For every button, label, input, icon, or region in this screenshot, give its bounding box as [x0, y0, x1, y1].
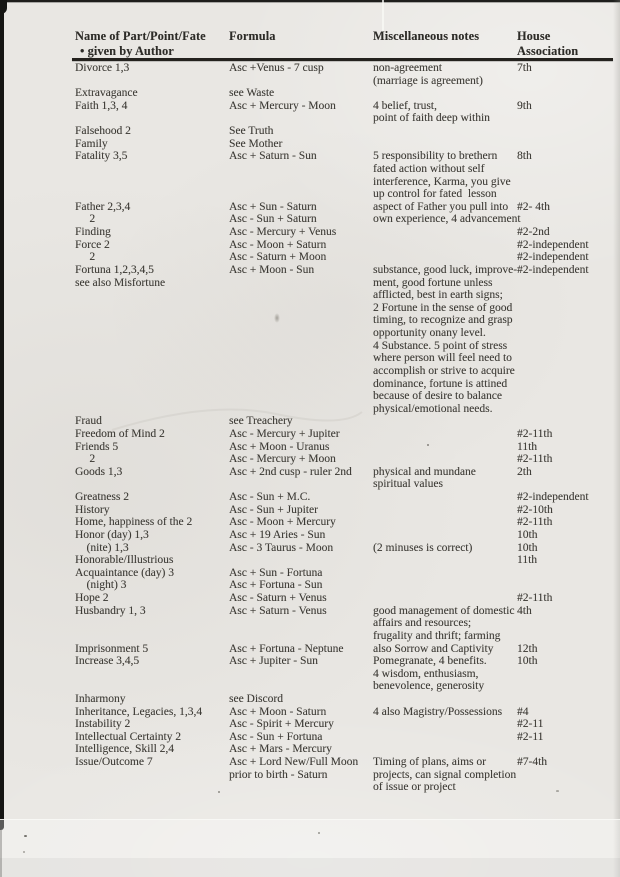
cell-name: (night) 3 — [75, 579, 127, 592]
table-row — [0, 264, 620, 277]
table-row — [0, 87, 620, 100]
cell-formula: Asc + Sun - Fortuna — [229, 566, 323, 579]
cell-name: Increase 3,4,5 — [75, 655, 140, 668]
cell-notes: aspect of Father you pull into — [373, 200, 509, 213]
cell-formula: Asc + Saturn - Sun — [229, 150, 317, 163]
cell-name: Finding — [75, 226, 111, 239]
cell-notes: dominance, fortune is attined — [373, 377, 508, 390]
cell-house: #7-4th — [517, 756, 548, 769]
cell-name: Extravagance — [75, 87, 138, 100]
cell-name: (nite) 1,3 — [75, 541, 129, 554]
cell-name: Issue/Outcome 7 — [75, 756, 153, 769]
table-row — [0, 390, 620, 403]
cell-formula: Asc + 2nd cusp - ruler 2nd — [229, 465, 352, 478]
cell-house: 11th — [517, 554, 538, 567]
table-row — [0, 327, 620, 340]
table-row — [0, 478, 620, 491]
cell-notes: up control for fated lesson — [373, 188, 497, 201]
cell-formula: See Truth — [229, 125, 274, 138]
cell-formula: Asc - Mercury + Jupiter — [229, 427, 340, 440]
cell-formula: Asc - Sun + Saturn — [229, 213, 317, 226]
cell-formula: Asc - Mercury + Moon — [229, 453, 336, 466]
cell-notes: affairs and resources; — [373, 617, 472, 630]
cell-notes: own experience, 4 advancement — [373, 213, 521, 226]
header-name-line1: Name of Part/Point/Fate — [75, 29, 206, 43]
paper-bottom-band — [0, 858, 620, 877]
cell-notes: of issue or project — [373, 781, 456, 794]
table-row — [0, 579, 620, 592]
header-rule — [72, 58, 613, 61]
cell-notes: afflicted, best in earth signs; — [373, 289, 503, 302]
table-row — [0, 743, 620, 756]
cell-house: #2-11 — [517, 718, 544, 731]
table-row — [0, 655, 620, 668]
table-row — [0, 441, 620, 454]
cell-house: #2-independent — [517, 491, 589, 504]
cell-notes: good management of domestic — [373, 604, 515, 617]
cell-formula: Asc + Sun - Saturn — [229, 200, 317, 213]
cell-formula: Asc - Sun + M.C. — [229, 491, 311, 504]
cell-formula: Asc - Saturn + Moon — [229, 251, 327, 264]
cell-house: 4th — [517, 604, 532, 617]
table-row — [0, 314, 620, 327]
table-row — [0, 554, 620, 567]
cell-notes: (2 minuses is correct) — [373, 541, 473, 554]
table-row — [0, 176, 620, 189]
cell-house: 9th — [517, 99, 532, 112]
cell-notes: where person will feel need to — [373, 352, 512, 365]
cell-house: #2-independent — [517, 238, 589, 251]
scan-speck — [318, 832, 320, 834]
cell-formula: Asc + Fortuna - Sun — [229, 579, 323, 592]
header-house-line1: House — [517, 29, 551, 43]
cell-house: #2-11th — [517, 453, 553, 466]
header-house-line2: Association — [517, 44, 579, 58]
cell-house: #2-11 — [517, 730, 544, 743]
cell-notes: Pomegranate, 4 benefits. — [373, 655, 487, 668]
cell-name: Fortuna 1,2,3,4,5 — [75, 263, 154, 276]
cell-name: 2 — [75, 213, 96, 226]
table-row — [0, 163, 620, 176]
table-row — [0, 302, 620, 315]
cell-notes: projects, can signal completion — [373, 768, 517, 781]
table-row — [0, 352, 620, 365]
cell-house: #2-11th — [517, 516, 553, 529]
cell-formula: Asc + Moon - Uranus — [229, 440, 330, 453]
table-row — [0, 138, 620, 151]
cell-house: #4 — [517, 705, 529, 718]
cell-house: #2-11th — [517, 427, 553, 440]
cell-notes: opportunity onany level. — [373, 327, 486, 340]
table-row — [0, 781, 620, 794]
cell-name: Inharmony — [75, 693, 126, 705]
cell-name: Imprisonment 5 — [75, 642, 149, 655]
cell-formula: Asc - 3 Taurus - Moon — [229, 541, 334, 554]
cell-notes: accomplish or strive to acquire — [373, 364, 515, 377]
table-row — [0, 516, 620, 529]
cell-name: Falsehood 2 — [75, 125, 131, 138]
cell-house: #2- 4th — [517, 200, 550, 213]
cell-formula: Asc - Mercury + Venus — [229, 226, 337, 239]
table-row — [0, 188, 620, 201]
table-row — [0, 403, 620, 416]
cell-notes: fated action without self — [373, 162, 485, 175]
cell-name: see also Misfortune — [75, 276, 166, 289]
table-row — [0, 504, 620, 517]
table-row — [0, 277, 620, 290]
table-row — [0, 112, 620, 125]
cell-house: #2-10th — [517, 503, 553, 516]
cell-formula: Asc +Venus - 7 cusp — [229, 62, 324, 74]
cell-notes: physical and mundane — [373, 465, 476, 478]
cell-notes: spiritual values — [373, 478, 443, 491]
table-row — [0, 605, 620, 618]
table-row — [0, 567, 620, 580]
cell-notes: 2 Fortune in the sense of good — [373, 301, 513, 314]
table-row — [0, 100, 620, 113]
cell-formula: see Waste — [229, 87, 275, 100]
cell-formula: Asc + Moon - Saturn — [229, 705, 327, 718]
cell-name: Divorce 1,3 — [75, 62, 130, 74]
cell-name: Fraud — [75, 415, 102, 428]
table-row — [0, 680, 620, 693]
table-row — [0, 718, 620, 731]
table-row — [0, 201, 620, 214]
cell-formula: Asc - Saturn + Venus — [229, 592, 327, 605]
cell-name: Honor (day) 1,3 — [75, 528, 149, 541]
cell-formula: Asc + Mercury - Moon — [229, 99, 336, 112]
table-row — [0, 693, 620, 706]
table-row — [0, 542, 620, 555]
table-row — [0, 643, 620, 656]
cell-house: #2-independent — [517, 263, 589, 276]
cell-house: #2-independent — [517, 251, 589, 264]
cell-name: Faith 1,3, 4 — [75, 99, 128, 112]
cell-notes: because of desire to balance — [373, 390, 502, 403]
cell-house: 10th — [517, 541, 538, 554]
cell-house: 11th — [517, 440, 538, 453]
cell-name: Hope 2 — [75, 592, 109, 605]
cell-name: Family — [75, 137, 108, 150]
cell-formula: prior to birth - Saturn — [229, 768, 328, 781]
header-name-line2: • given by Author — [80, 44, 174, 58]
table-row — [0, 756, 620, 769]
cell-name: Home, happiness of the 2 — [75, 516, 193, 529]
cell-notes: 4 wisdom, enthusiasm, — [373, 667, 479, 680]
cell-name: Instability 2 — [75, 718, 131, 731]
table-row — [0, 617, 620, 630]
table-row — [0, 365, 620, 378]
table-row — [0, 592, 620, 605]
cell-notes: 4 belief, trust, — [373, 99, 437, 112]
table-row — [0, 125, 620, 138]
cell-notes: ment, good fortune unless — [373, 276, 493, 289]
table-row — [0, 213, 620, 226]
cell-notes: physical/emotional needs. — [373, 402, 493, 415]
cell-name: Father 2,3,4 — [75, 200, 131, 213]
table-row — [0, 428, 620, 441]
table-row — [0, 731, 620, 744]
cell-notes: interference, Karma, you give — [373, 175, 511, 188]
cell-house: 2th — [517, 465, 532, 478]
cell-name: Fatality 3,5 — [75, 150, 128, 163]
cell-name: 2 — [75, 251, 96, 264]
cell-name: Freedom of Mind 2 — [75, 427, 165, 440]
cell-name: Husbandry 1, 3 — [75, 604, 146, 617]
header-formula: Formula — [229, 29, 276, 43]
table-row — [0, 378, 620, 391]
table-row — [0, 75, 620, 88]
cell-notes: 5 responsibility to brethern — [373, 150, 498, 163]
table-row — [0, 630, 620, 643]
cell-notes: frugality and thrift; farming — [373, 629, 501, 642]
cell-house: 7th — [517, 62, 532, 74]
table-row — [0, 491, 620, 504]
cell-name: Force 2 — [75, 238, 110, 251]
cell-notes: (marriage is agreement) — [373, 74, 483, 87]
cell-formula: Asc + Lord New/Full Moon — [229, 756, 359, 769]
cell-name: Honorable/Illustrious — [75, 554, 174, 567]
table-row — [0, 668, 620, 681]
cell-notes: point of faith deep within — [373, 112, 490, 125]
cell-name: Greatness 2 — [75, 491, 129, 504]
table-row — [0, 769, 620, 782]
cell-name: 2 — [75, 453, 96, 466]
cell-formula: Asc - Sun + Jupiter — [229, 503, 318, 516]
cell-house: 8th — [517, 150, 532, 163]
scan-top-edge-shadow — [0, 2, 620, 3]
cell-formula: Asc + Fortuna - Neptune — [229, 642, 344, 655]
table-row — [0, 150, 620, 163]
cell-notes: non-agreement — [373, 62, 442, 74]
cell-formula: Asc - Moon + Mercury — [229, 516, 336, 529]
cell-formula: Asc - Spirit + Mercury — [229, 718, 334, 731]
cell-formula: Asc + Mars - Mercury — [229, 743, 332, 756]
cell-name: Intellectual Certainty 2 — [75, 730, 182, 743]
table-row — [0, 340, 620, 353]
cell-formula: see Discord — [229, 693, 283, 705]
cell-formula: Asc - Moon + Saturn — [229, 238, 327, 251]
table-row — [0, 289, 620, 302]
table-row — [0, 415, 620, 428]
table-row — [0, 62, 620, 75]
table-row — [0, 706, 620, 719]
cell-notes: benevolence, generosity — [373, 680, 485, 693]
cell-name: Friends 5 — [75, 440, 119, 453]
cell-house: 10th — [517, 655, 538, 668]
scan-speck — [24, 835, 27, 837]
scan-speck — [23, 851, 25, 853]
cell-notes: substance, good luck, improve- — [373, 263, 518, 276]
cell-notes: Timing of plans, aims or — [373, 756, 486, 769]
cell-name: Intelligence, Skill 2,4 — [75, 743, 175, 756]
cell-house: 12th — [517, 642, 538, 655]
table-row — [0, 239, 620, 252]
cell-notes: timing, to recognize and grasp — [373, 314, 513, 327]
cell-name: Acquaintance (day) 3 — [75, 566, 174, 579]
table-row — [0, 251, 620, 264]
table-row — [0, 453, 620, 466]
cell-name: Goods 1,3 — [75, 465, 123, 478]
cell-house: #2-2nd — [517, 226, 550, 239]
table-row — [0, 226, 620, 239]
cell-formula: Asc + Saturn - Venus — [229, 604, 327, 617]
cell-formula: Asc + Moon - Sun — [229, 263, 315, 276]
cell-house: #2-11th — [517, 592, 553, 605]
table-row — [0, 466, 620, 479]
cell-formula: Asc - Sun + Fortuna — [229, 730, 323, 743]
header-notes: Miscellaneous notes — [373, 29, 480, 43]
cell-formula: Asc + Jupiter - Sun — [229, 655, 318, 668]
cell-notes: 4 also Magistry/Possessions — [373, 705, 503, 718]
cell-name: Inheritance, Legacies, 1,3,4 — [75, 705, 203, 718]
cell-notes: 4 Substance. 5 point of stress — [373, 339, 508, 352]
cell-notes: also Sorrow and Captivity — [373, 642, 494, 655]
cell-formula: see Treachery — [229, 415, 293, 428]
cell-formula: See Mother — [229, 137, 283, 150]
cell-formula: Asc + 19 Aries - Sun — [229, 528, 326, 541]
table-row — [0, 529, 620, 542]
cell-name: History — [75, 503, 110, 516]
cell-house: 10th — [517, 528, 538, 541]
